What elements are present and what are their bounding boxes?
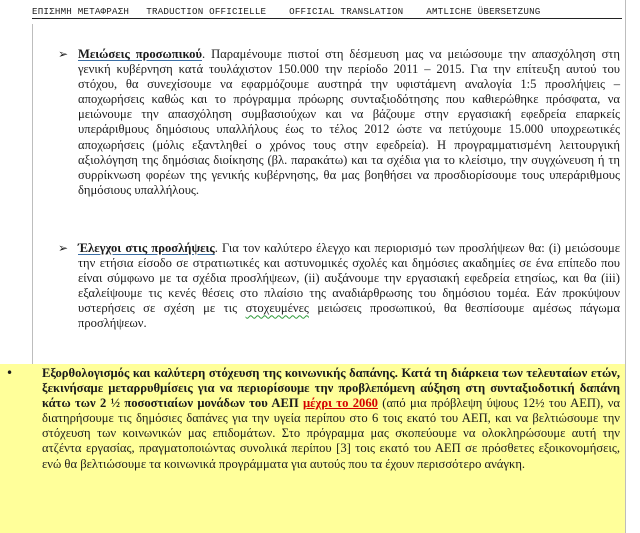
red-underlined-text: μέχρι το 2060 xyxy=(303,396,378,411)
left-margin-line xyxy=(32,24,33,366)
right-margin-line xyxy=(625,0,626,533)
spellcheck-word: στοχευμένες xyxy=(245,301,309,316)
arrow-bullet-icon: ➢ xyxy=(58,47,69,61)
term-staff-reductions: Μειώσεις προσωπικού xyxy=(78,47,203,61)
paragraph-text: . Παραμένουμε πιστοί στη δέσμευση μας να μειώσουμε την απασχόληση στη γενική κυβέρνηση κατά τουλάχιστον 150.000 την περίοδο 2011 – 2015. Για την επίτευξη αυτού του στόχου, θα συνεχίσουμε να εφαρμόζουμε αυστηρά την υφιστάμενη αναλογία 1:5 προσλήψεις – αποχωρήσεις καθώς και το πρόγραμμα πρόωρης συνταξιοδότησης που καθιερώθηκε πρόσφατα, να μειώνουμε την απασχόληση συμβασιούχων και να βάζουμε στην εργασιακή εφεδρεία επαρκείς υπεράριθμους δημόσιους υπαλλήλους έως το τέλος 2012 ώστε να πετύχουμε 15.000 υποχρεωτικές αποχωρήσεις (μόλις εξαντληθεί ο χρόνος τους στην εφεδρεία). Η προγραμματισμένη λειτουργική αξιολόγηση της δημόσιας διοίκησης (βλ. παρακάτω) και τα σχέδια για το κλείσιμο, την συγχώνευση ή τη συρρίκνωση φορέων της γενικής κυβέρνησης, θα μας βοηθήσει να προσδιορίσουμε τους υπεράριθμους δημόσιους υπαλλήλους. xyxy=(78,47,621,197)
paragraph-staff-reductions xyxy=(58,47,621,198)
arrow-bullet-icon: ➢ xyxy=(58,241,69,255)
translation-header: ΕΠΙΣΗΜΗ ΜΕΤΑΦΡΑΣΗ TRADUCTION OFFICIELLE OFFICIAL TRANSLATION AMTLICHE ÜBERSETZUNG xyxy=(32,6,622,19)
paragraph-text: (από μια πρόβλεψη ύψους 12½ του ΑΕΠ), να διατηρήσουμε τις δημόσιες δαπάνες για την υγεία περίπου στο 6 τοις εκατό του ΑΕΠ, και να βελτιώσουμε την στόχευση των κοινωνικών μας επιδομάτων. Στο πρόγραμμα μας σκοπεύουμε να ολοκληρώσουμε αυτή την ατζέντα εργασίας, πραγματοποιώντας συνολικά περίπου [3] τοις εκατό του ΑΕΠ σε πρόσθετες εξοικονομήσεις, ενώ θα βελτιώσουμε τα κοινωνικά προγράμματα για αυτούς που τα έχουν περισσότερο ανάγκη. xyxy=(42,396,620,471)
paragraph-text: . Για τον καλύτερο έλεγχο και περιορισμό των προσλήψεων θα: (i) μειώσουμε την ετήσια είσοδο σε στρατιωτικές και αστυνομικές σχολές και δημόσιες ακαδημίες σε ένα επίπεδο που είναι σύμφωνο με τα σχέδια προσλήψεων, (ii) αυξάνουμε την εργασιακή εφεδρεία ετησίως, και θα (iii) εξαλείψουμε τις κενές θέσεις στο πλαίσιο της αναδιάρθρωσης του δημόσιου τομέα. Εάν προκύψουν υστερήσεις σε σχέση με τις xyxy=(78,241,620,316)
term-hiring-controls: Έλεγχοι στις προσλήψεις xyxy=(78,241,215,255)
dot-bullet-icon: • xyxy=(6,366,14,380)
paragraph-hiring-controls xyxy=(58,241,620,332)
paragraph-text-end: μειώσεις προσωπικού, θα θεσπίσουμε αμέσως πάγωμα προσλήψεων. xyxy=(78,301,620,331)
paragraph-social-spending xyxy=(42,366,620,472)
bold-heading-text: Εξορθολογισμός και καλύτερη στόχευση της κοινωνικής δαπάνης. Κατά τη διάρκεια των τελευταίων ετών, ξεκινήσαμε μεταρρυθμίσεις για να περιορίσουμε την προβλεπόμενη αύξηση στη συνταξιοδοτική δαπάνη κάτω των 2 ½ ποσοστιαίων μονάδων του ΑΕΠ xyxy=(42,366,620,411)
